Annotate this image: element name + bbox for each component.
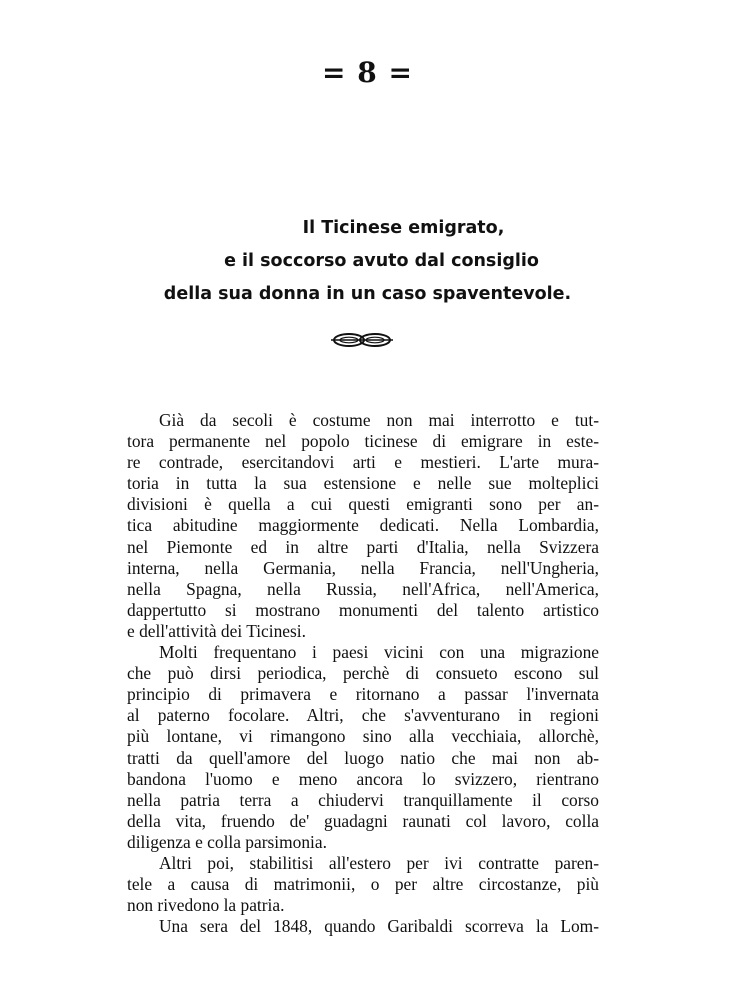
text-line: dappertutto si mostrano monumenti del talento artistico xyxy=(127,599,599,620)
text-line: divisioni è quella a cui questi emigranti sono per an- xyxy=(127,494,599,515)
text-line: interna, nella Germania, nella Francia, nell'Ungheria, xyxy=(127,557,599,578)
double-loop-ornament-icon xyxy=(331,330,393,350)
text-line: non rivedono la patria. xyxy=(127,895,285,916)
text-line: re contrade, esercitandovi arti e mestieri. L'arte mura- xyxy=(127,452,599,473)
text-line: Una sera del 1848, quando Garibaldi scorreva la Lom- xyxy=(159,916,599,937)
text-line: al paterno focolare. Altri, che s'avventurano in regioni xyxy=(127,705,599,726)
page-number: = 8 = xyxy=(322,56,413,89)
text-line: diligenza e colla parsimonia. xyxy=(127,831,327,852)
text-line: tratti da quell'amore del luogo natio che mai non ab- xyxy=(127,747,599,768)
text-line: nella patria terra a chiudervi tranquillamente il corso xyxy=(127,789,599,810)
text-line: toria in tutta la sua estensione e nelle sue molteplici xyxy=(127,473,599,494)
text-line: tica abitudine maggiormente dedicati. Nella Lombardia, xyxy=(127,515,599,536)
text-line: nella Spagna, nella Russia, nell'Africa, nell'America, xyxy=(127,578,599,599)
text-line: e dell'attività dei Ticinesi. xyxy=(127,620,306,641)
text-line: Altri poi, stabilitisi all'estero per ivi contratte paren- xyxy=(159,852,599,873)
chapter-title xyxy=(0,212,735,311)
text-line: Molti frequentano i paesi vicini con una migrazione xyxy=(159,642,599,663)
text-line: tele a causa di matrimonii, o per altre circostanze, più xyxy=(127,874,599,895)
text-line: bandona l'uomo e meno ancora lo svizzero, rientrano xyxy=(127,768,599,789)
text-line: tora permanente nel popolo ticinese di emigrare in este- xyxy=(127,431,599,452)
text-line: principio di primavera e ritornano a passar l'invernata xyxy=(127,684,599,705)
text-line: nel Piemonte ed in altre parti d'Italia, nella Svizzera xyxy=(127,536,599,557)
title-line: e il soccorso avuto dal consiglio xyxy=(224,251,539,271)
text-line: più lontane, vi rimangono sino alla vecchiaia, allorchè, xyxy=(127,726,599,747)
text-line: che può dirsi periodica, perchè di consueto escono sul xyxy=(127,663,599,684)
title-line: Il Ticinese emigrato, xyxy=(302,218,505,238)
title-line: della sua donna in un caso spaventevole. xyxy=(163,284,572,304)
body-text xyxy=(127,410,599,937)
text-line: Già da secoli è costume non mai interrotto e tut- xyxy=(159,410,599,430)
text-line: della vita, fruendo de' guadagni raunati col lavoro, colla xyxy=(127,810,599,831)
